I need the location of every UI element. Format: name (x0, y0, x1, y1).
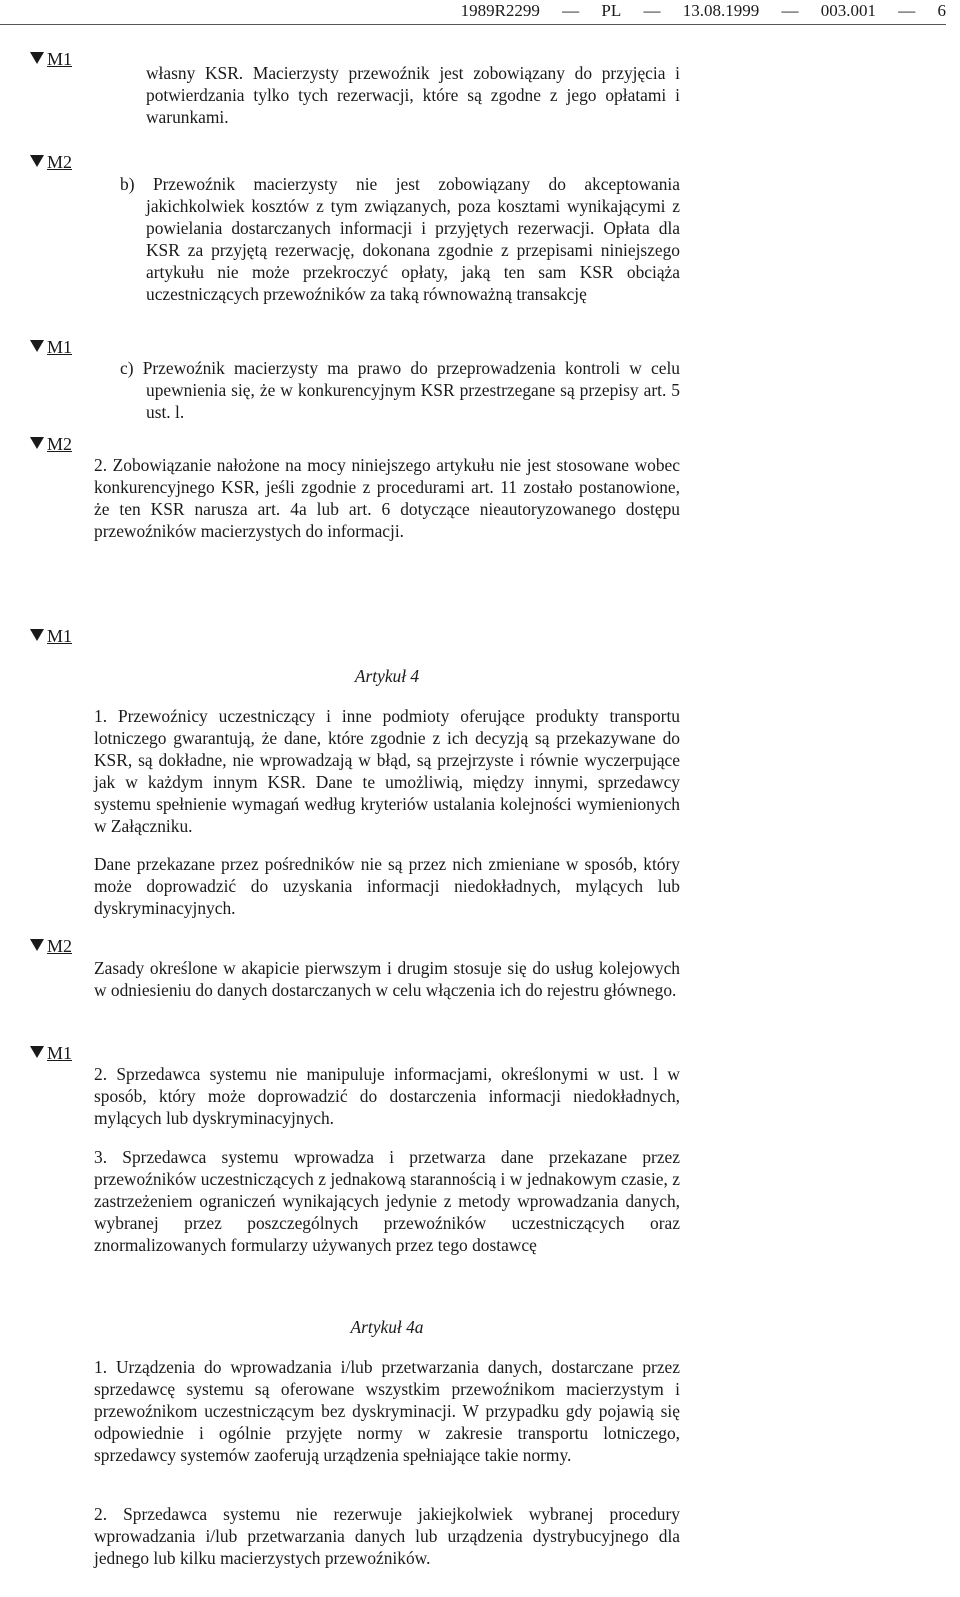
article-4-paragraph-1c: Zasady określone w akapicie pierwszym i drugim stosuje się do usług kolejowych w odniesieniu do danych dostarczanych w celu włączenia ich do rejestru głównego. (94, 958, 680, 1000)
doc-date: 13.08.1999 (682, 1, 760, 20)
down-triangle-icon (30, 340, 44, 352)
down-triangle-icon (30, 437, 44, 449)
doc-id: 1989R2299 (460, 1, 540, 20)
amendment-marker[interactable]: M2 (30, 936, 72, 956)
article-4a-paragraph-1: 1. Urządzenia do wprowadzania i/lub przetwarzania danych, dostarczane przez sprzedawcę systemu są oferowane wszystkim przewoźnikom macierzystym i przewoźnikom uczestniczącym bez dyskryminacji. W przypadku gdy pojawią się odpowiednie i ogólnie przyjęte normy w zakresie transportu lotniczego, sprzedawcy systemów zaoferują urządzenia spełniające takie normy. (94, 1357, 680, 1465)
article-4-paragraph-2: 2. Sprzedawca systemu nie manipuluje informacjami, określonymi w ust. l w sposób, który może doprowadzić do dostarczenia informacji niedokładnych, mylących lub dyskryminacyjnych. (94, 1064, 680, 1128)
paragraph-2: 2. Zobowiązanie nałożone na mocy niniejszego artykułu nie jest stosowane wobec konkurencyjnego KSR, jeśli zgodnie z procedurami art. 11 zostało postanowione, że ten KSR narusza art. 4a lub art. 6 dotyczące nieautoryzowanego dostępu przewoźników macierzystych do informacji. (94, 455, 680, 541)
article-4a-paragraph-2: 2. Sprzedawca systemu nie rezerwuje jakiejkolwiek wybranej procedury wprowadzania i/lub przetwarzania danych lub urządzenia dystrybucyjnego dla jednego lub kilku macierzystych przewoźników. (94, 1504, 680, 1568)
doc-lang: PL (601, 1, 622, 20)
running-header (0, 0, 946, 25)
amendment-marker[interactable]: M1 (30, 337, 72, 357)
dash: — (898, 1, 916, 20)
dash: — (781, 1, 799, 20)
paragraph-a-continuation: własny KSR. Macierzysty przewoźnik jest zobowiązany do przyjęcia i potwierdzania tylko tych rezerwacji, które są zgodne z jego opłatami i warunkami. (146, 63, 680, 127)
dash: — (562, 1, 580, 20)
down-triangle-icon (30, 155, 44, 167)
doc-version: 003.001 (820, 1, 876, 20)
article-4a-title: Artykuł 4a (350, 1317, 424, 1337)
article-4-paragraph-1b: Dane przekazane przez pośredników nie są przez nich zmieniane w sposób, który może doprowadzić do uzyskania informacji niedokładnych, mylących lub dyskryminacyjnych. (94, 854, 680, 918)
dash: — (643, 1, 661, 20)
article-4-paragraph-3: 3. Sprzedawca systemu wprowadza i przetwarza dane przekazane przez przewoźników uczestniczących z jednakową starannością i w jednakowym czasie, z zastrzeżeniem ograniczeń wynikających jedynie z metody wprowadzania danych, wybranej przez poszczególnych przewoźników uczestniczących oraz znormalizowanych formularzy używanych przez tego dostawcę (94, 1147, 680, 1255)
amendment-marker[interactable]: M2 (30, 434, 72, 454)
article-4-paragraph-1: 1. Przewoźnicy uczestniczący i inne podmioty oferujące produkty transportu lotniczego gwarantują, że dane, które zgodnie z ich decyzją są przekazywane do KSR, są dokładne, nie wprowadzają w błąd, są przejrzyste i równie wyczerpujące jak w każdym innym KSR. Dane te umożliwią, między innymi, sprzedawcy systemu spełnienie wymagań według kryteriów ustalania kolejności wymienionych w Załączniku. (94, 706, 680, 836)
down-triangle-icon (30, 1046, 44, 1058)
amendment-marker[interactable]: M1 (30, 626, 72, 646)
paragraph-c: c) Przewoźnik macierzysty ma prawo do przeprowadzenia kontroli w celu upewnienia się, że w konkurencyjnym KSR przestrzegane są przepisy art. 5 ust. l. (120, 358, 680, 422)
down-triangle-icon (30, 629, 44, 641)
amendment-marker[interactable]: M1 (30, 49, 72, 69)
amendment-marker[interactable]: M1 (30, 1043, 72, 1063)
article-4-title: Artykuł 4 (354, 666, 420, 686)
amendment-marker[interactable]: M2 (30, 152, 72, 172)
down-triangle-icon (30, 939, 44, 951)
paragraph-b: b) Przewoźnik macierzysty nie jest zobowiązany do akceptowania jakichkolwiek kosztów z tym związanych, poza kosztami wynikającymi z powielania dostarczanych informacji i przyjętych rezerwacji. Opłata dla KSR za przyjętą rezerwację, dokonana zgodnie z przepisami niniejszego artykułu nie może przekroczyć opłaty, jaką ten sam KSR obciąża uczestniczących przewoźników za taką równoważną transakcję (120, 174, 680, 304)
page-number: 6 (937, 1, 946, 20)
down-triangle-icon (30, 52, 44, 64)
